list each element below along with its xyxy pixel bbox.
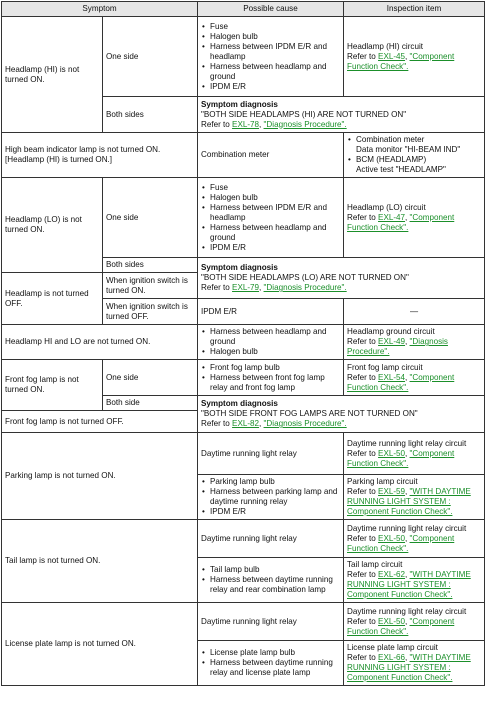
symptom-cell: License plate lamp is not turned ON. (2, 603, 198, 686)
list-item: • Halogen bulb (210, 347, 340, 357)
cause-cell: Daytime running light relay (198, 433, 344, 475)
condition-cell: Both sides (103, 258, 198, 273)
refer-text: Refer to (347, 212, 376, 222)
diagnosis-label: Symptom diagnosis (201, 263, 278, 272)
cause-cell: Daytime running light relay (198, 520, 344, 558)
cause-list (201, 183, 340, 253)
cause-cell (198, 178, 344, 258)
list-item: • Tail lamp bulb (210, 565, 340, 575)
list-item: • IPDM E/R (210, 507, 340, 517)
diagnosis-cell: Symptom diagnosis "BOTH SIDE HEADLAMPS (LO) ARE NOT TURNED ON" Refer to EXL-79, "Diagnosis Procedure". (198, 258, 485, 299)
diagnosis-title: "BOTH SIDE HEADLAMPS (HI) ARE NOT TURNED ON" (201, 109, 407, 119)
diagnosis-label: Symptom diagnosis (201, 399, 278, 408)
inspection-item: Parking lamp circuit (347, 477, 418, 486)
reference-link[interactable]: EXL-50 (378, 448, 406, 458)
inspection-item: Front fog lamp circuit (347, 362, 423, 372)
reference-link-title[interactable]: "Component Function Check". (347, 616, 455, 636)
table-row (2, 433, 485, 475)
list-item: • Harness between front fog lamp relay and front fog lamp (210, 373, 340, 393)
diagnosis-title: "BOTH SIDE HEADLAMPS (LO) ARE NOT TURNED ON" (201, 273, 409, 282)
reference-link[interactable]: EXL-66 (378, 653, 406, 662)
reference-link[interactable]: EXL-59 (378, 487, 406, 496)
inspection-item: Headlamp (LO) circuit (347, 202, 426, 212)
list-item: • Harness between daytime running relay and license plate lamp (210, 658, 340, 678)
cause-cell (198, 17, 344, 97)
inspection-item: License plate lamp circuit (347, 643, 438, 652)
reference-link-title[interactable]: "WITH DAYTIME RUNNING LIGHT SYSTEM : Component Function Check". (347, 487, 471, 516)
cause-cell (198, 475, 344, 520)
list-item: • License plate lamp bulb (210, 648, 340, 658)
symptom-cell: Headlamp is not turned OFF. (2, 273, 103, 325)
list-item: • Combination meter Data monitor "HI-BEAM IND" (356, 135, 481, 155)
symptom-cell: Tail lamp is not turned ON. (2, 520, 198, 603)
cause-list (201, 363, 340, 393)
inspection-cell: Front fog lamp circuit Refer to EXL-54, "Component Function Check". (344, 360, 485, 396)
condition-cell: One side (103, 360, 198, 396)
symptom-cell: Headlamp (HI) is not turned ON. (2, 17, 103, 133)
inspection-item: Tail lamp circuit (347, 560, 403, 569)
cause-cell: Daytime running light relay (198, 603, 344, 641)
condition-cell: One side (103, 17, 198, 97)
inspection-list (347, 135, 481, 175)
refer-text: Refer to (347, 570, 376, 579)
inspection-cell: License plate lamp circuit Refer to EXL-66, "WITH DAYTIME RUNNING LIGHT SYSTEM : Component Function Check". (344, 641, 485, 686)
list-item: • Harness between daytime running relay and rear combination lamp (210, 575, 340, 595)
reference-link-title[interactable]: "WITH DAYTIME RUNNING LIGHT SYSTEM : Component Function Check". (347, 570, 471, 599)
reference-link[interactable]: EXL-82 (232, 419, 260, 428)
diagnosis-label: Symptom diagnosis (201, 99, 278, 109)
cause-list (201, 22, 340, 92)
cause-cell (198, 558, 344, 603)
list-item: • Halogen bulb (210, 32, 340, 42)
refer-text: Refer to (201, 119, 230, 129)
table-row (2, 325, 485, 360)
list-item: • Harness between parking lamp and daytime running relay (210, 487, 340, 507)
inspection-cell (344, 133, 485, 178)
reference-link-title[interactable]: "Diagnosis Procedure". (263, 119, 347, 129)
reference-link-title[interactable]: "Component Function Check". (347, 448, 455, 468)
list-item: • Parking lamp bulb (210, 477, 340, 487)
reference-link-title[interactable]: "Component Function Check". (347, 212, 455, 232)
list-item: • Harness between headlamp and ground (210, 62, 340, 82)
cause-list (201, 327, 340, 357)
cause-header: Possible cause (198, 2, 344, 17)
reference-link[interactable]: EXL-50 (378, 533, 406, 543)
symptom-cell: Front fog lamp is not turned ON. (2, 360, 103, 411)
symptom-cell: Front fog lamp is not turned OFF. (2, 411, 198, 433)
inspection-cell: Headlamp ground circuit Refer to EXL-49, "Diagnosis Procedure". (344, 325, 485, 360)
inspection-cell: Headlamp (LO) circuit Refer to EXL-47, "Component Function Check". (344, 178, 485, 258)
refer-text: Refer to (347, 337, 376, 346)
refer-text: Refer to (201, 419, 230, 428)
inspection-cell: Headlamp (HI) circuit Refer to EXL-45, "Component Function Check". (344, 17, 485, 97)
list-item: • Harness between headlamp and ground (210, 223, 340, 243)
condition-cell: Both side (103, 396, 198, 411)
cause-cell: Combination meter (198, 133, 344, 178)
symptom-cell: Headlamp (LO) is not turned ON. (2, 178, 103, 273)
inspection-item: Daytime running light relay circuit (347, 523, 467, 533)
table-row (2, 133, 485, 178)
table-row (2, 360, 485, 396)
cause-cell: IPDM E/R (198, 299, 344, 325)
cause-list (201, 565, 340, 595)
symptom-cell: Parking lamp is not turned ON. (2, 433, 198, 520)
reference-link[interactable]: EXL-62 (378, 570, 406, 579)
list-item: • Harness between IPDM E/R and headlamp (210, 203, 340, 223)
list-item: • Halogen bulb (210, 193, 340, 203)
diagnosis-title: "BOTH SIDE FRONT FOG LAMPS ARE NOT TURNED ON" (201, 409, 418, 418)
refer-text: Refer to (347, 487, 376, 496)
reference-link-title[interactable]: "WITH DAYTIME RUNNING LIGHT SYSTEM : Component Function Check". (347, 653, 471, 682)
header-row (2, 2, 485, 17)
list-item: • IPDM E/R (210, 243, 340, 253)
inspection-cell: Parking lamp circuit Refer to EXL-59, "WITH DAYTIME RUNNING LIGHT SYSTEM : Component Function Check". (344, 475, 485, 520)
table-row (2, 178, 485, 258)
reference-link[interactable]: EXL-47 (378, 212, 406, 222)
reference-link-title[interactable]: "Component Function Check". (347, 372, 455, 392)
reference-link[interactable]: EXL-50 (378, 616, 406, 626)
cause-list (201, 648, 340, 678)
refer-text: Refer to (201, 283, 230, 292)
cause-cell (198, 360, 344, 396)
condition-cell: When ignition switch is turned ON. (103, 273, 198, 299)
cause-cell (198, 325, 344, 360)
reference-link[interactable]: EXL-49 (378, 337, 406, 346)
refer-text: Refer to (347, 616, 376, 626)
condition-cell: When ignition switch is turned OFF. (103, 299, 198, 325)
cause-list (201, 477, 340, 517)
inspection-item: Daytime running light relay circuit (347, 606, 467, 616)
inspection-cell: Daytime running light relay circuit Refer to EXL-50, "Component Function Check". (344, 520, 485, 558)
reference-link[interactable]: EXL-79 (232, 283, 260, 292)
refer-text: Refer to (347, 448, 376, 458)
reference-link[interactable]: EXL-54 (378, 372, 406, 382)
symptom-header: Symptom (2, 2, 198, 17)
reference-link-title[interactable]: "Component Function Check". (347, 51, 455, 71)
list-item: • BCM (HEADLAMP) Active test "HEADLAMP" (356, 155, 481, 175)
inspection-cell: Daytime running light relay circuit Refer to EXL-50, "Component Function Check". (344, 603, 485, 641)
cause-cell (198, 641, 344, 686)
table-row (2, 520, 485, 558)
diagnosis-cell: Symptom diagnosis "BOTH SIDE HEADLAMPS (HI) ARE NOT TURNED ON" Refer to EXL-78, "Diagnosis Procedure". (198, 97, 485, 133)
reference-link[interactable]: EXL-78 (232, 119, 260, 129)
table-row (2, 17, 485, 97)
inspection-cell: — (344, 299, 485, 325)
inspection-cell: Daytime running light relay circuit Refer to EXL-50, "Component Function Check". (344, 433, 485, 475)
list-item: • Harness between headlamp and ground (210, 327, 340, 347)
list-item: • Fuse (210, 183, 340, 193)
reference-link-title[interactable]: "Diagnosis Procedure". (263, 419, 347, 428)
symptom-cell: High beam indicator lamp is not turned ON. [Headlamp (HI) is turned ON.] (2, 133, 198, 178)
reference-link-title[interactable]: "Diagnosis Procedure". (263, 283, 347, 292)
list-item: • Harness between IPDM E/R and headlamp (210, 42, 340, 62)
list-item: • Fuse (210, 22, 340, 32)
list-item: • IPDM E/R (210, 82, 340, 92)
table-row (2, 603, 485, 641)
inspection-item: Headlamp (HI) circuit (347, 41, 424, 51)
condition-cell: One side (103, 178, 198, 258)
inspection-header: Inspection item (344, 2, 485, 17)
refer-text: Refer to (347, 51, 376, 61)
reference-link-title[interactable]: "Diagnosis Procedure". (347, 337, 448, 356)
inspection-cell: Tail lamp circuit Refer to EXL-62, "WITH DAYTIME RUNNING LIGHT SYSTEM : Component Function Check". (344, 558, 485, 603)
reference-link[interactable]: EXL-45 (378, 51, 406, 61)
inspection-item: Daytime running light relay circuit (347, 438, 467, 448)
refer-text: Refer to (347, 653, 376, 662)
symptom-table (1, 1, 485, 686)
refer-text: Refer to (347, 533, 376, 543)
inspection-item: Headlamp ground circuit (347, 327, 435, 336)
condition-cell: Both sides (103, 97, 198, 133)
reference-link-title[interactable]: "Component Function Check". (347, 533, 455, 553)
diagnosis-cell: Symptom diagnosis "BOTH SIDE FRONT FOG LAMPS ARE NOT TURNED ON" Refer to EXL-82, "Diagnosis Procedure". (198, 396, 485, 433)
refer-text: Refer to (347, 372, 376, 382)
symptom-cell: Headlamp HI and LO are not turned ON. (2, 325, 198, 360)
list-item: • Front fog lamp bulb (210, 363, 340, 373)
